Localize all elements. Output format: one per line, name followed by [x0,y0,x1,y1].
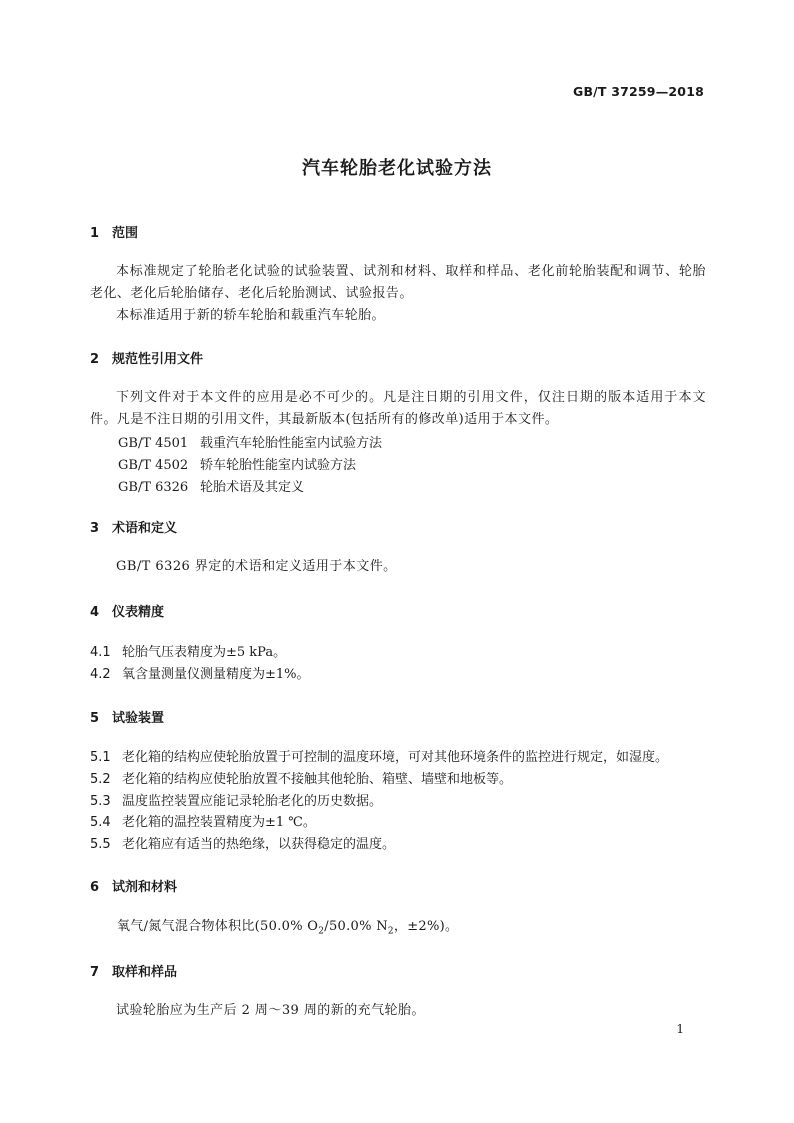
standard-code-header: GB/T 37259—2018 [572,84,704,99]
ratio-text-end: ，±2%)。 [393,919,459,934]
section-title: 术语和定义 [112,521,178,536]
clause-text: 老化箱的结构应使轮胎放置于可控制的温度环境，可对其他环境条件的监控进行规定，如湿度。 [122,750,669,765]
section-title: 规范性引用文件 [112,352,204,367]
clause-item [90,833,395,852]
clause-number: 5.2 [90,772,111,787]
clause-text: 老化箱的结构应使轮胎放置不接触其他轮胎、箱壁、墙壁和地板等。 [122,772,513,787]
section-3-paragraph-1: GB/T 6326 界定的术语和定义适用于本文件。 [116,559,397,574]
clause-number: 4.2 [90,667,111,682]
ratio-text-start: 氧气/氮气混合物体积比(50.0% O [117,919,319,934]
clause-item [90,790,382,809]
clause-text: 轮胎气压表精度为±5 kPa。 [122,645,287,660]
reference-title: 轮胎术语及其定义 [200,480,305,495]
reference-code: GB/T 4501 [118,436,189,451]
section-title: 试剂和材料 [112,880,178,895]
section-1-paragraph-2: 本标准适用于新的轿车轮胎和载重汽车轮胎。 [116,308,386,323]
clause-number: 4.1 [90,645,111,660]
section-title: 范围 [112,226,139,241]
clause-item [90,811,316,830]
oxygen-subscript: 2 [318,926,325,937]
section-7-paragraph-1: 试验轮胎应为生产后 2 周～39 周的新的充气轮胎。 [116,1003,425,1018]
section-title: 试验装置 [112,711,165,726]
reference-item [118,432,382,451]
section-number: 2 [90,352,100,367]
clause-number: 5.3 [90,794,111,809]
clause-item [90,641,286,660]
ratio-text-mid: /50.0% N [324,919,388,934]
section-3-heading [90,517,177,536]
section-6-paragraph-1 [117,915,458,937]
section-number: 3 [90,521,100,536]
document-title: 汽车轮胎老化试验方法 [302,158,492,179]
clause-text: 老化箱的温控装置精度为±1 ℃。 [122,815,316,830]
reference-title: 轿车轮胎性能室内试验方法 [200,458,357,473]
reference-code: GB/T 4502 [118,458,189,473]
section-number: 5 [90,711,100,726]
clause-text: 老化箱应有适当的热绝缘，以获得稳定的温度。 [122,837,396,852]
section-number: 7 [90,965,100,980]
section-7-heading [90,961,177,980]
reference-title: 载重汽车轮胎性能室内试验方法 [200,436,383,451]
clause-number: 5.1 [90,750,111,765]
section-2-heading [90,348,203,367]
clause-text: 温度监控装置应能记录轮胎老化的历史数据。 [122,794,383,809]
clause-number: 5.4 [90,815,111,830]
section-4-heading [90,601,164,620]
clause-item [90,768,512,787]
reference-code: GB/T 6326 [118,480,189,495]
clause-number: 5.5 [90,837,111,852]
section-6-heading [90,876,177,895]
reference-item [118,476,304,495]
clause-item [90,663,310,682]
page-number: 1 [676,1022,684,1036]
section-5-heading [90,707,164,726]
section-1-heading [90,222,138,241]
section-title: 取样和样品 [112,965,178,980]
section-1-paragraph-1: 本标准规定了轮胎老化试验的试验装置、试剂和材料、取样和样品、老化前轮胎装配和调节、轮胎老化、老化后轮胎储存、老化后轮胎测试、试验报告。 [90,264,706,301]
section-title: 仪表精度 [112,605,165,620]
section-2-paragraph-1: 下列文件对于本文件的应用是必不可少的。凡是注日期的引用文件，仅注日期的版本适用于本文件。凡是不注日期的引用文件，其最新版本(包括所有的修改单)适用于本文件。 [90,390,706,427]
section-number: 4 [90,605,100,620]
nitrogen-subscript: 2 [387,926,394,937]
clause-text: 氧含量测量仪测量精度为±1%。 [122,667,310,682]
section-number: 1 [90,226,100,241]
section-number: 6 [90,880,100,895]
reference-item [118,454,356,473]
clause-item [90,746,668,765]
